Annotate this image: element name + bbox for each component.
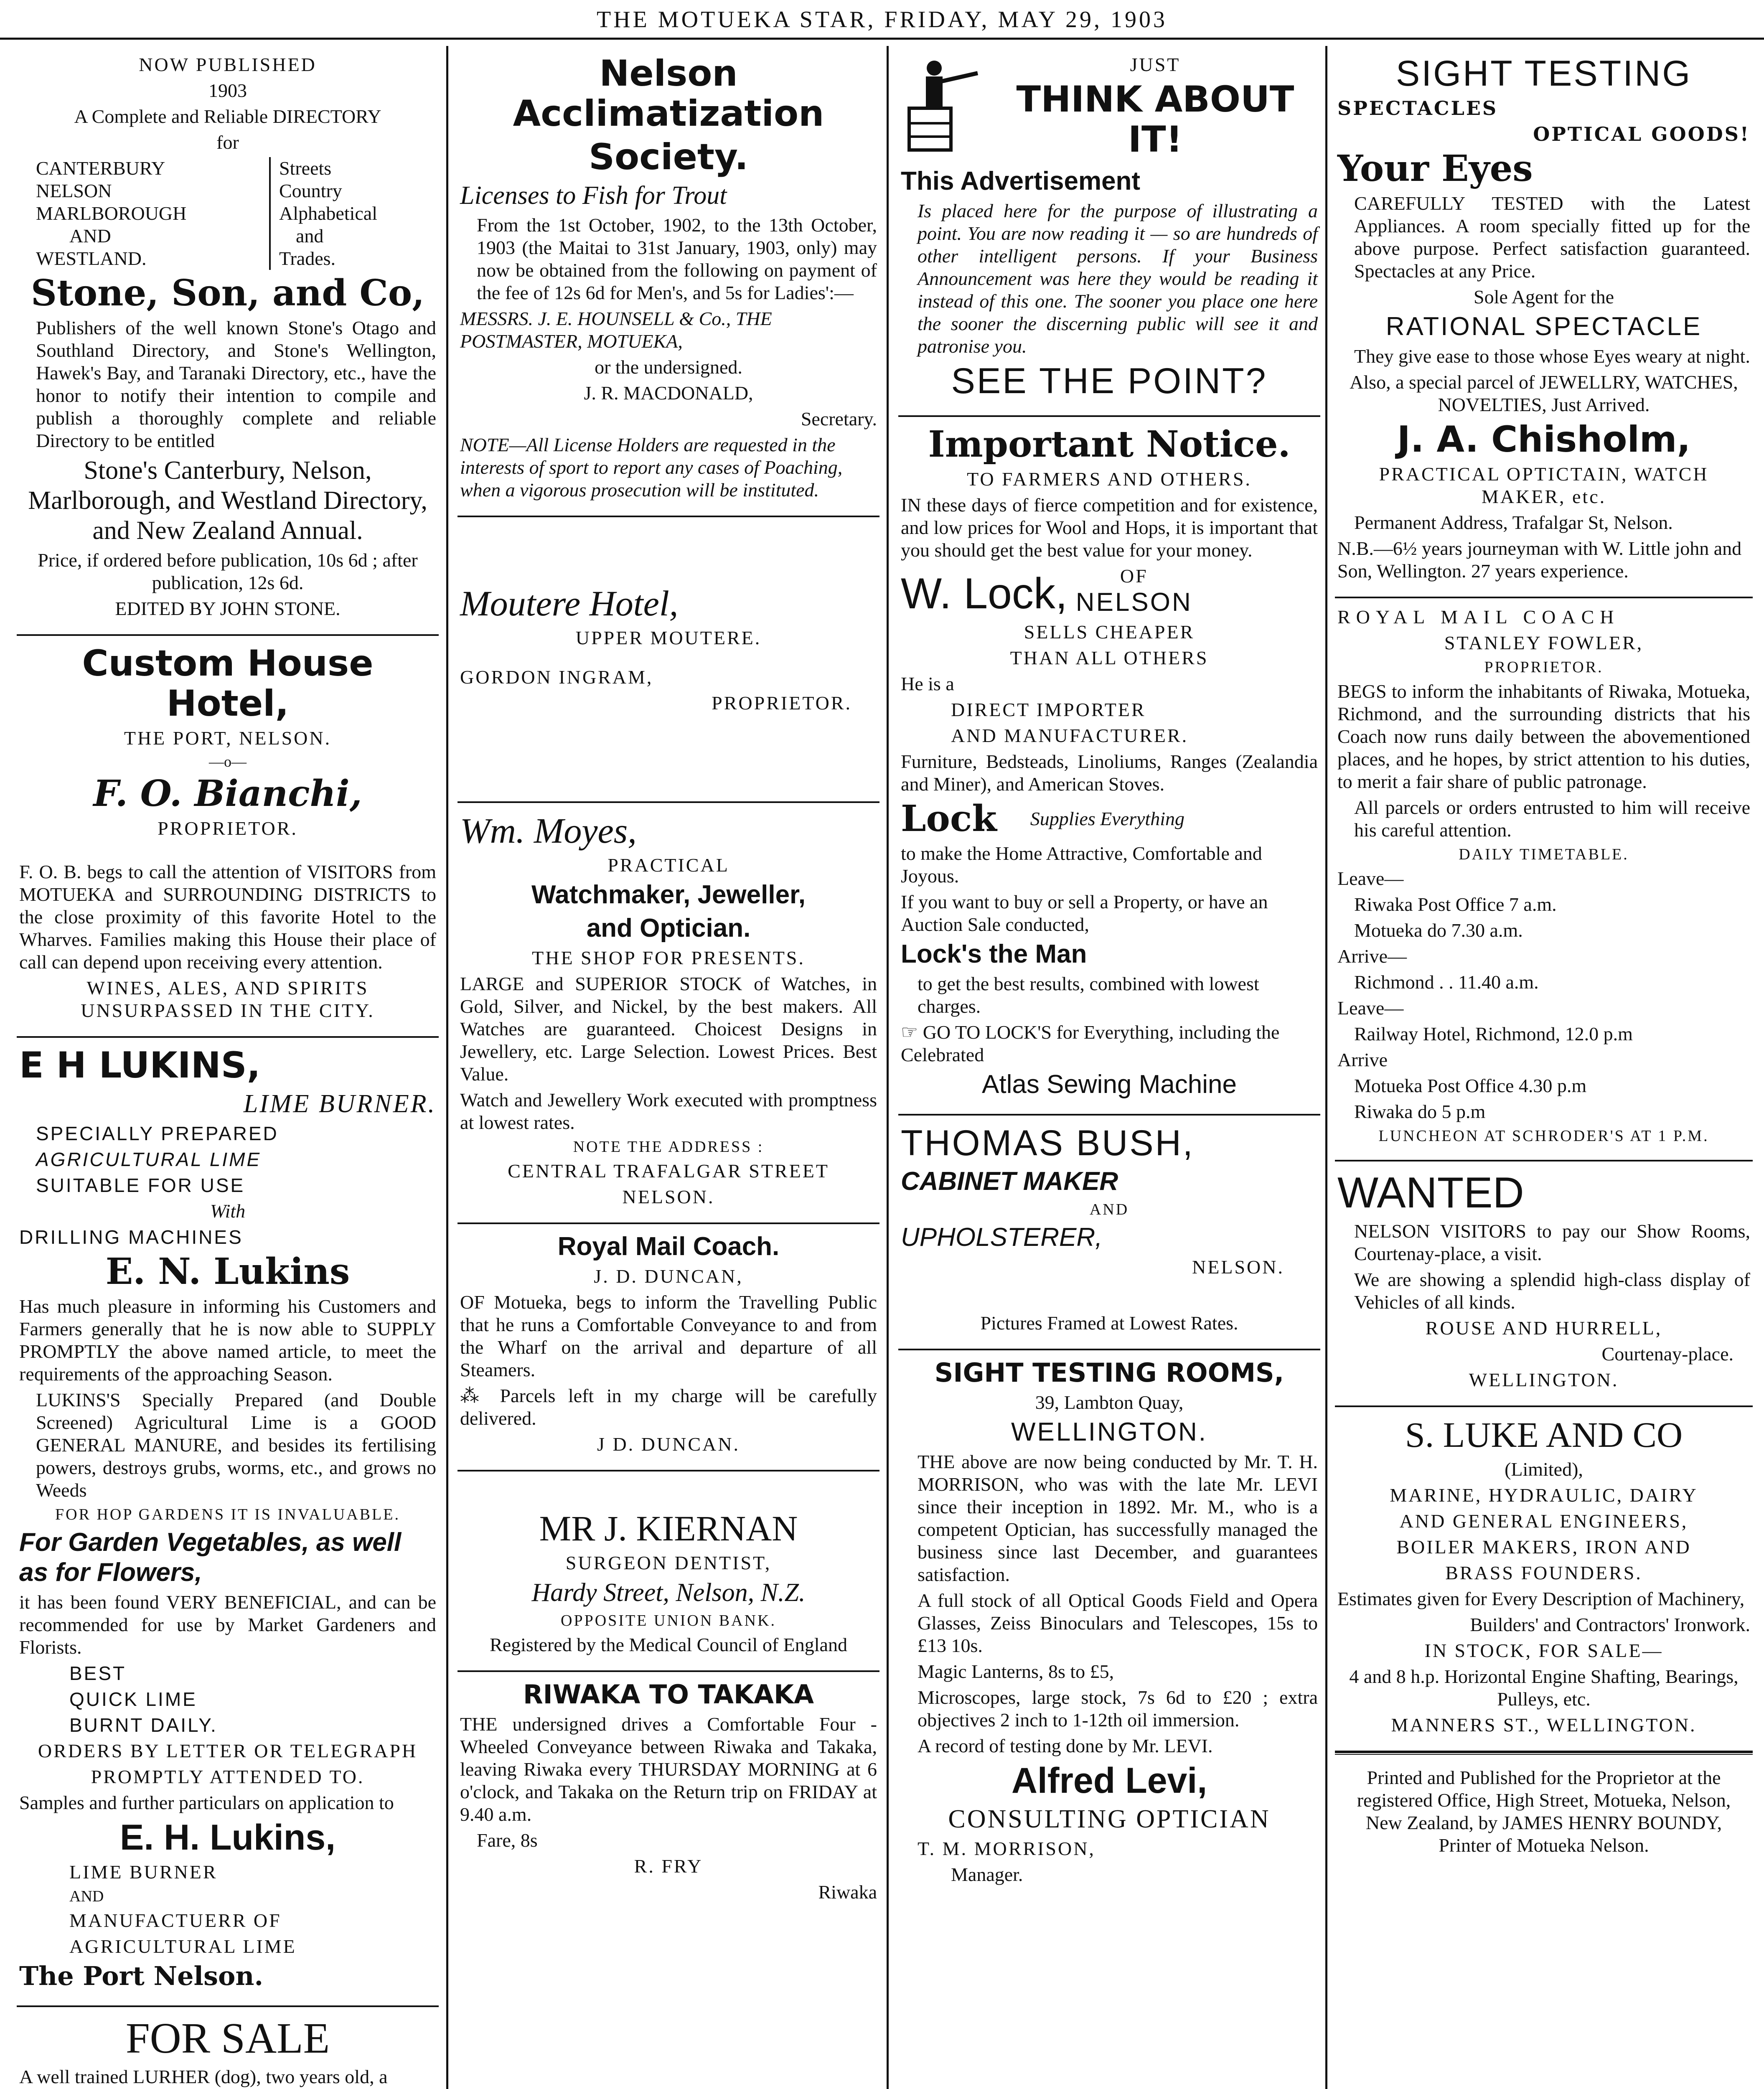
ad-address: Hardy Street, Nelson, N.Z. [531, 1578, 806, 1607]
timetable-row: Motueka Post Office 4.30 p.m [1354, 1075, 1587, 1096]
timetable-heading: DAILY TIMETABLE. [1459, 846, 1629, 863]
region: WESTLAND. [36, 248, 147, 269]
column-4 [1335, 46, 1753, 2089]
ad-body: Is placed here for the purpose of illustrating a point. You are now reading it — so are hundreds of other intelligent persons. If your Business Announcement was here they would be reading it instead of this one. The sooner you place one here the sooner the discerning public will see it and patronise you. [918, 200, 1318, 357]
owner-name: F. O. Bianchi, [93, 773, 362, 815]
column-rule [446, 46, 448, 2089]
man-pointing-icon [901, 56, 984, 157]
ad-thomas-bush [898, 1116, 1320, 1350]
lock-name-row [901, 565, 1318, 618]
business-name: W. Lock, [901, 569, 1068, 618]
ad-text: SUITABLE FOR USE [36, 1174, 245, 1196]
feature: Alphabetical [279, 203, 378, 224]
business-trade: BRASS FOUNDERS. [1445, 1562, 1642, 1583]
business-name: E. N. Lukins [105, 1250, 350, 1293]
ornament: —o— [209, 753, 247, 770]
hotel-place: THE PORT, NELSON. [124, 727, 332, 749]
ad-text: AGRICULTURAL LIME [69, 1936, 297, 1957]
ad-body: to make the Home Attractive, Comfortable and Joyous. [901, 843, 1262, 887]
signature: R. FRY [634, 1855, 703, 1877]
timetable-row: Motueka do 7.30 a.m. [1354, 920, 1523, 941]
hotel-name: Moutere Hotel, [460, 583, 679, 623]
business-name: J. A. Chisholm, [1397, 419, 1691, 460]
ad-address: MANNERS ST., WELLINGTON. [1391, 1714, 1697, 1736]
society-name: Society. [589, 136, 748, 178]
ad-subhead: SPECTACLES [1337, 97, 1498, 119]
ad-text: NOTE THE ADDRESS : [573, 1138, 764, 1156]
ad-body: Microscopes, large stock, 7s 6d to £20 ; extra objectives 2 inch to 1-12th oil immersion. [918, 1687, 1318, 1731]
ad-heading: WANTED [1337, 1169, 1524, 1217]
ad-text: AGRICULTURAL LIME [36, 1149, 262, 1170]
ad-text: AND [69, 1888, 104, 1905]
ad-text: WINES, ALES, AND SPIRITS UNSURPASSED IN THE CITY. [81, 977, 375, 1021]
ad-stone-directory [17, 46, 439, 636]
ad-text: He is a [901, 673, 954, 694]
business-trade: BOILER MAKERS, IRON AND [1396, 1536, 1691, 1558]
ad-body: All parcels or orders entrusted to him will receive his careful attention. [1354, 797, 1750, 841]
signature-place: Riwaka [818, 1881, 877, 1903]
timetable-row: Richmond . . 11.40 a.m. [1354, 971, 1539, 993]
ad-text: QUICK LIME [69, 1688, 197, 1710]
ad-text: Samples and further particulars on application to [19, 1792, 394, 1813]
ad-body: Publishers of the well known Stone's Otago and Southland Directory, and Stone's Wellington, Hawek's Bay, and Taranaki Directory, etc., have the honor to notify their intention to compile and publish a thoroughly complete and reliable Directory to be entitled [36, 317, 436, 451]
region: NELSON [36, 180, 112, 201]
ad-text: Pictures Framed at Lowest Rates. [980, 1312, 1238, 1334]
ad-text: AND [1089, 1201, 1129, 1218]
timetable-label: Arrive [1337, 1049, 1388, 1070]
business-name: MR J. KIERNAN [539, 1508, 798, 1548]
region: AND [69, 225, 111, 247]
timetable-label: Leave— [1337, 997, 1404, 1019]
ad-body: Watch and Jewellery Work executed with promptness at lowest rates. [460, 1089, 877, 1133]
ad-fowler-mail-coach [1335, 598, 1753, 1161]
owner-name: J. D. DUNCAN, [594, 1266, 743, 1287]
manager-name: T. M. MORRISON, [918, 1838, 1096, 1859]
ad-sight-testing-rooms [898, 1350, 1320, 1900]
ad-note: NOTE—All License Holders are requested in the interests of sport to report any cases of Poaching, when a vigorous prosecution will be instituted. [460, 434, 843, 501]
ad-body: OF Motueka, begs to inform the Travelling Public that he runs a Comfortable Conveyance to and from the Wharf on the arrival and departure of all Steamers. [460, 1291, 877, 1380]
owner-name: STANLEY FOWLER, [1444, 632, 1644, 653]
ad-text: BURNT DAILY. [69, 1714, 218, 1736]
timetable-row: Riwaka do 5 p.m [1354, 1101, 1486, 1122]
business-name: E H LUKINS, [19, 1044, 261, 1086]
ad-address: CENTRAL TRAFALGAR STREET [508, 1160, 829, 1182]
ad-body: LARGE and SUPERIOR STOCK of Watches, in Gold, Silver, and Nickel, by the best makers. All Watches are guaranteed. Choicest Designs in Jewellery, etc. Large Selection. Lowest Prices. Best Value. [460, 973, 877, 1085]
ad-address: The Port Nelson. [19, 1961, 264, 1991]
business-trade: CABINET MAKER [901, 1167, 1118, 1196]
timetable-label: Arrive— [1337, 945, 1407, 967]
ad-text: DIRECT IMPORTER [951, 699, 1146, 720]
ad-heading: SIGHT TESTING [1395, 53, 1692, 94]
ad-text: OPPOSITE UNION BANK. [561, 1612, 776, 1629]
society-name: Nelson Acclimatization [513, 53, 824, 135]
features-list [269, 157, 436, 270]
ad-body: A full stock of all Optical Goods Field and Opera Glasses, Zeiss Binoculars and Telescopes, 15s to £13 10s. [918, 1590, 1318, 1656]
ad-subhead: IN STOCK, FOR SALE— [1424, 1640, 1663, 1661]
timetable-label: Leave— [1337, 868, 1404, 889]
business-trade: CONSULTING OPTICIAN [948, 1805, 1271, 1833]
figure-row [901, 50, 1318, 163]
publisher-name: Stone, Son, and Co, [31, 272, 425, 314]
feature: Streets [279, 158, 332, 179]
ad-acclimatization-society [458, 46, 879, 517]
business-name: Wm. Moyes, [460, 811, 637, 851]
ad-text: BEST [69, 1662, 127, 1684]
ad-think-about-it [898, 46, 1320, 417]
ad-text: GO TO LOCK'S for Everything, including the Celebrated [901, 1022, 1280, 1065]
ad-text: THAN ALL OTHERS [1010, 647, 1209, 668]
ad-body: A well trained LURHER (dog), two years old, a [19, 2066, 388, 2087]
ad-text: Sole Agent for the [1474, 286, 1614, 308]
hotel-place: UPPER MOUTERE. [575, 627, 762, 648]
goto-line [901, 1021, 1318, 1066]
lock-supplies-row [901, 799, 1318, 839]
imprint [1335, 1752, 1753, 1871]
ad-text: for [216, 132, 239, 153]
ad-body: We are showing a splendid high-class display of Vehicles of all kinds. [1354, 1269, 1750, 1313]
signature-role: Secretary. [801, 408, 877, 429]
printer-imprint: Printed and Published for the Proprietor at the registered Office, High Street, Motueka, Nelson, New Zealand, by JAMES HENRY BOUNDY, Printer of Motueka Nelson. [1357, 1767, 1731, 1856]
ad-body: to get the best results, combined with lowest charges. [918, 973, 1259, 1017]
ad-text: DRILLING MACHINES [19, 1226, 243, 1248]
pointing-hand-icon: ☞ [901, 1022, 918, 1043]
owner-role: PROPRIETOR. [158, 818, 298, 839]
column-3 [898, 46, 1320, 2089]
business-name: Lock [901, 798, 997, 840]
ad-body: Furniture, Bedsteads, Linoliums, Ranges (Zealandia and Miner), and American Stoves. [901, 751, 1318, 795]
ad-lock-notice [898, 417, 1320, 1116]
ad-body: it has been found VERY BENEFICIAL, and can be recommended for use by Market Gardeners and Florists. [19, 1591, 436, 1658]
ad-text: MESSRS. J. E. HOUNSELL & Co., THE POSTMASTER, MOTUEKA, [460, 308, 772, 352]
ad-text: With [210, 1200, 246, 1222]
ad-body: Estimates given for Every Description of Machinery, [1337, 1588, 1745, 1609]
ad-text: MANUFACTUERR OF [69, 1910, 282, 1931]
ad-heading: SEE THE POINT? [951, 361, 1268, 401]
ad-address: NELSON. [622, 1186, 715, 1207]
ad-riwaka-takaka [458, 1672, 879, 1918]
ad-text: PROMPTLY ATTENDED TO. [91, 1766, 365, 1787]
business-trade: PRACTICAL OPTICTAIN, WATCH MAKER, etc. [1379, 463, 1709, 507]
ad-heading: THINK ABOUT IT! [1016, 79, 1294, 160]
ad-text: THE SHOP FOR PRESENTS. [532, 947, 805, 968]
ad-text: SELLS CHEAPER [1024, 621, 1195, 643]
signature: J. R. MACDONALD, [584, 382, 753, 404]
ad-address: Permanent Address, Trafalgar St, Nelson. [1354, 512, 1673, 533]
ad-body: They give ease to those whose Eyes weary at night. [1354, 346, 1750, 367]
ad-heading: ROYAL MAIL COACH [1337, 606, 1620, 628]
ad-heading: Your Eyes [1337, 147, 1533, 190]
ad-text: Fare, 8s [477, 1830, 538, 1851]
business-trade: UPHOLSTERER, [901, 1223, 1103, 1252]
business-trade: SURGEON DENTIST, [565, 1552, 772, 1573]
ad-text: LIME BURNER [69, 1861, 218, 1883]
ad-text: OF [1120, 565, 1148, 587]
ad-text: A Complete and Reliable DIRECTORY [74, 106, 381, 127]
ad-body: Has much pleasure in informing his Customers and Farmers generally that he is now able to SUPPLY PROMPTLY the above named article, to meet the requirements of the approaching Season. [19, 1296, 436, 1385]
directory-contents [19, 157, 436, 270]
business-name: THOMAS BUSH, [901, 1123, 1195, 1163]
ad-subhead: Lock's the Man [901, 940, 1087, 968]
ad-text: ORDERS BY LETTER OR TELEGRAPH [38, 1740, 418, 1761]
directory-title: Stone's Canterbury, Nelson, Marlborough, and Westland Directory, and New Zealand Annual. [28, 456, 427, 545]
price: Price, if ordered before publication, 10s 6d ; after publication, 12s 6d. [38, 549, 418, 593]
ad-body: Magic Lanterns, 8s to £5, [918, 1661, 1114, 1682]
ad-year: 1903 [208, 80, 247, 101]
ad-rouse-hurrell [1335, 1161, 1753, 1407]
ad-text: FOR HOP GARDENS IT IS INVALUABLE. [55, 1506, 400, 1523]
ad-body: Also, a special parcel of JEWELLRY, WATCHES, NOVELTIES, Just Arrived. [1350, 371, 1738, 415]
ad-heading: FOR SALE [125, 2014, 330, 2062]
ad-text: NELSON [1075, 588, 1192, 617]
feature: Trades. [279, 248, 336, 269]
timetable-row: Railway Hotel, Richmond, 12.0 p.m [1354, 1023, 1633, 1044]
owner-role: PROPRIETOR. [1484, 658, 1604, 676]
business-name: ROUSE AND HURRELL, [1425, 1317, 1662, 1339]
ad-body: If you want to buy or sell a Property, or have an Auction Sale conducted, [901, 891, 1268, 935]
ad-text: Registered by the Medical Council of England [490, 1634, 847, 1655]
ad-body: IN these days of fierce competition and for existence, and low prices for Wool and Hops, it is important that you should get the best value for your money. [901, 494, 1318, 561]
business-trade: LIME BURNER. [243, 1090, 436, 1118]
business-name: Royal Mail Coach. [557, 1232, 780, 1261]
ad-text: LUNCHEON AT SCHRODER'S AT 1 P.M. [1378, 1127, 1709, 1145]
ad-body: NELSON VISITORS to pay our Show Rooms, Courtenay-place, a visit. [1354, 1220, 1750, 1264]
feature: Country [279, 180, 342, 201]
ad-body: CAREFULLY TESTED with the Latest Appliances. A room specially fitted up for the above purpose. Perfect satisfaction guaranteed. Spectacles at any Price. [1354, 193, 1750, 282]
ad-body: BEGS to inform the inhabitants of Riwaka, Motueka, Richmond, and the surrounding districts that his Coach now runs daily between the abovementioned places, and he hopes, by strict attention to his duties, to merit a fair share of public patronage. [1337, 681, 1750, 792]
ad-body: LUKINS'S Specially Prepared (and Double Screened) Agricultural Lime is a GOOD GENERAL MANURE, and besides its fertilising powers, destroys grubs, worms, etc., and grows no Weeds [36, 1389, 436, 1501]
regions-list [19, 157, 253, 270]
ad-body: A record of testing done by Mr. LEVI. [918, 1735, 1213, 1756]
ad-body: THE undersigned drives a Comfortable Four - Wheeled Conveyance between Riwaka and Takaka, leaving Riwaka every THURSDAY MORNING at 6 o'clock, and Takaka on the Return trip on FRIDAY at 9.40 a.m. [460, 1713, 877, 1825]
ad-address: 39, Lambton Quay, [1035, 1392, 1184, 1413]
ad-subhead: For Garden Vegetables, as well as for Flowers, [19, 1528, 402, 1587]
ad-subhead: Atlas Sewing Machine [982, 1070, 1237, 1099]
ad-lukins-lime [17, 1038, 439, 2007]
ad-body: From the 1st October, 1902, to the 13th October, 1903 (the Maitai to 31st January, 1903, only) may now be obtained from the following on payment of the fee of 12s 6d for Men's, and 5s for Ladies':— [477, 214, 877, 303]
business-trade: Watchmaker, Jeweller, [531, 880, 806, 909]
ad-note: N.B.—6½ years journeyman with W. Little john and Son, Wellington. 27 years experience. [1337, 538, 1742, 582]
ad-text: TO FARMERS AND OTHERS. [967, 468, 1252, 490]
business-name: S. LUKE AND CO [1405, 1415, 1683, 1455]
ad-s-luke [1335, 1407, 1753, 1752]
ad-text: PRACTICAL [607, 854, 729, 876]
signature: J D. DUNCAN. [597, 1433, 740, 1455]
ad-address: Courtenay-place. [1601, 1343, 1733, 1365]
ad-body: ⁂ Parcels left in my charge will be carefully delivered. [460, 1385, 877, 1429]
masthead: THE MOTUEKA STAR, FRIDAY, MAY 29, 1903 [0, 0, 1764, 40]
column-rule [887, 46, 889, 2089]
column-1 [17, 46, 439, 2089]
ad-custom-house-hotel [17, 636, 439, 1038]
lock-of-nelson [1076, 565, 1192, 618]
heading-stack [993, 50, 1318, 163]
ad-for-sale [17, 2007, 439, 2089]
region: MARLBOROUGH [36, 203, 187, 224]
business-name: E. H. Lukins, [119, 1817, 336, 1858]
ad-body: F. O. B. begs to call the attention of VISITORS from MOTUEKA and SURROUNDING DISTRICTS to the close proximity of this favorite Hotel to the Wharves. Families making this House their place of call can depend upon receiving every attention. [19, 861, 436, 973]
ad-heading: SIGHT TESTING ROOMS, [934, 1357, 1284, 1388]
ad-subhead: This Advertisement [901, 167, 1141, 196]
owner-name: GORDON INGRAM, [460, 666, 653, 688]
ad-address: NELSON. [1192, 1256, 1284, 1278]
region: CANTERBURY [36, 158, 165, 179]
ad-text: Supplies Everything [1030, 808, 1184, 829]
business-trade: MARINE, HYDRAULIC, DAIRY [1390, 1484, 1698, 1506]
ad-duncan-mail-coach [458, 1224, 879, 1471]
manager-role: Manager. [951, 1864, 1023, 1885]
ad-chisholm-optician [1335, 46, 1753, 598]
ad-heading: RIWAKA TO TAKAKA [523, 1679, 814, 1710]
column-rule [1325, 46, 1327, 2089]
ad-body: THE above are now being conducted by Mr. T. H. MORRISON, who was with the late Mr. LEVI since their inception in 1892. Mr. M., who is a competent Optician, has successfully managed the business since last December, and guarantees satisfaction. [918, 1451, 1318, 1585]
ad-text: AND MANUFACTURER. [951, 725, 1189, 746]
ad-heading: NOW PUBLISHED [139, 54, 317, 75]
ad-text: SPECIALLY PREPARED [36, 1123, 279, 1144]
ad-address: WELLINGTON. [1469, 1369, 1619, 1390]
ad-address: WELLINGTON. [1011, 1418, 1208, 1446]
feature: and [296, 225, 324, 247]
owner-role: PROPRIETOR. [712, 692, 852, 714]
ad-moyes-watchmaker [458, 803, 879, 1224]
ad-body: 4 and 8 h.p. Horizontal Engine Shafting, Bearings, Pulleys, etc. [1349, 1666, 1739, 1710]
business-trade: AND GENERAL ENGINEERS, [1399, 1510, 1688, 1532]
hotel-name: Custom House Hotel, [82, 643, 374, 724]
ad-body: Builders' and Contractors' Ironwork. [1470, 1614, 1750, 1635]
timetable-row: Riwaka Post Office 7 a.m. [1354, 894, 1557, 915]
ad-moutere-hotel [458, 517, 879, 803]
ad-text: or the undersigned. [595, 356, 742, 378]
ad-subhead: RATIONAL SPECTACLE [1385, 312, 1702, 341]
ad-kiernan-dentist [458, 1471, 879, 1672]
business-trade: and Optician. [586, 914, 751, 943]
editor: EDITED BY JOHN STONE. [115, 598, 341, 619]
ad-subhead: Licenses to Fish for Trout [460, 181, 727, 210]
ad-text: (Limited), [1505, 1459, 1583, 1480]
column-2 [458, 46, 879, 2089]
ad-heading: Important Notice. [928, 423, 1291, 465]
ad-subhead: OPTICAL GOODS! [1533, 123, 1750, 145]
business-name: Alfred Levi, [1011, 1761, 1207, 1801]
ad-text: JUST [1130, 54, 1181, 75]
